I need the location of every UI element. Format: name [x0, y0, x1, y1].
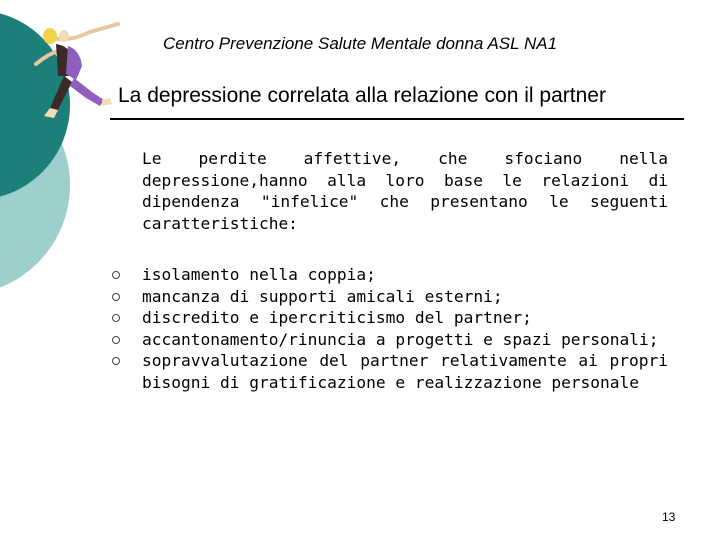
bullet-list — [110, 264, 668, 393]
list-item — [110, 329, 668, 351]
slide-title: La depressione correlata alla relazione con il partner — [118, 84, 606, 107]
title-divider — [110, 118, 684, 120]
list-item-text: discredito e ipercriticismo del partner; — [142, 308, 532, 327]
list-item-text: isolamento nella coppia; — [142, 265, 376, 284]
bullet-circle-icon — [112, 293, 120, 301]
slide-header: Centro Prevenzione Salute Mentale donna ASL NA1 — [163, 34, 558, 53]
list-item — [110, 264, 668, 286]
list-item — [110, 286, 668, 308]
bullet-circle-icon — [112, 336, 120, 344]
page-number: 13 — [662, 510, 676, 524]
bullet-circle-icon — [112, 357, 120, 365]
list-item — [110, 350, 668, 393]
bullet-circle-icon — [112, 271, 120, 279]
list-item-text: mancanza di supporti amicali esterni; — [142, 286, 503, 306]
list-item-text: sopravvalutazione del partner relativamente ai propri bisogni di gratificazione e realizzazione personale — [142, 351, 668, 392]
dancers-clipart-icon — [30, 20, 122, 120]
intro-paragraph: Le perdite affettive, che sfociano nella depressione,hanno alla loro base le relazioni di dipendenza "infelice" che presentano le seguenti caratteristiche: — [142, 149, 668, 233]
list-item-text: accantonamento/rinuncia a progetti e spazi personali; — [142, 329, 659, 349]
list-item — [110, 307, 668, 329]
bullet-circle-icon — [112, 314, 120, 322]
